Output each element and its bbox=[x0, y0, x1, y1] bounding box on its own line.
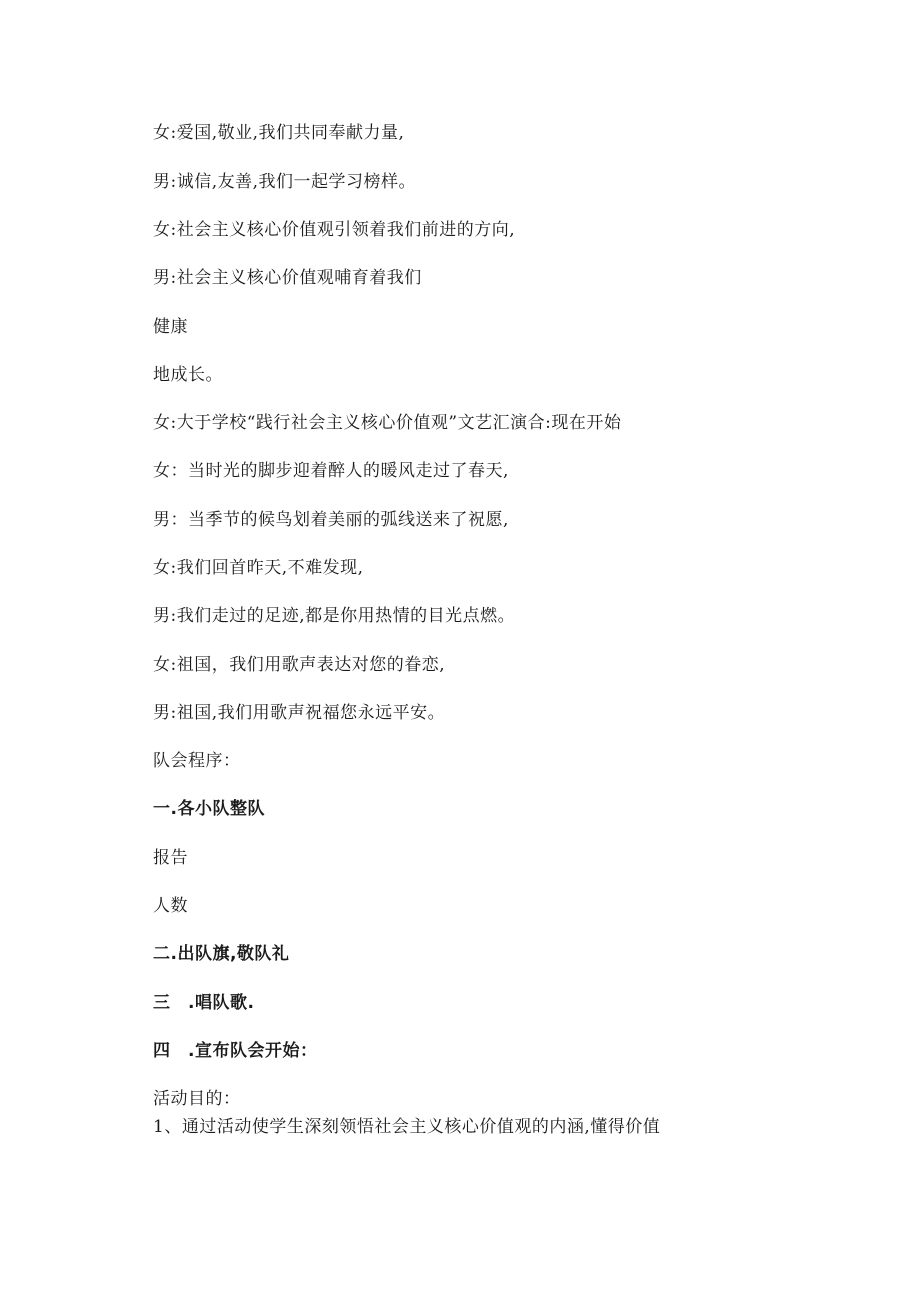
section-heading-program: 队会程序： bbox=[153, 751, 241, 771]
text-line-report: 报告 bbox=[153, 848, 188, 868]
dialogue-line-9: 男：当季节的候鸟划着美丽的弧线送来了祝愿, bbox=[153, 510, 509, 530]
dialogue-line-1: 女:爱国,敬业,我们共同奉献力量, bbox=[153, 123, 405, 143]
dialogue-line-11: 男:我们走过的足迹,都是你用热情的目光点燃。 bbox=[153, 606, 516, 626]
text-line-count: 人数 bbox=[153, 896, 188, 916]
program-step-4: 四 .宣布队会开始： bbox=[153, 1041, 318, 1061]
dialogue-line-13: 男:祖国,我们用歌声祝福您永远平安。 bbox=[153, 703, 446, 723]
dialogue-line-10: 女:我们回首昨天,不难发现, bbox=[153, 558, 364, 578]
program-step-2: 二.出队旗,敬队礼 bbox=[153, 944, 290, 964]
text-line-5: 健康 bbox=[153, 317, 188, 337]
dialogue-line-7: 女:大于学校“践行社会主义核心价值观”文艺汇演合:现在开始 bbox=[153, 413, 622, 433]
program-step-3: 三 .唱队歌. bbox=[153, 993, 255, 1013]
program-step-1: 一.各小队整队 bbox=[153, 799, 265, 819]
text-line-6: 地成长。 bbox=[153, 365, 223, 385]
dialogue-line-4: 男:社会主义核心价值观哺育着我们 bbox=[153, 268, 422, 288]
dialogue-line-3: 女:社会主义核心价值观引领着我们前进的方向, bbox=[153, 220, 516, 240]
section-heading-purpose: 活动目的： bbox=[153, 1089, 241, 1109]
dialogue-line-2: 男:诚信,友善,我们一起学习榜样。 bbox=[153, 172, 417, 192]
dialogue-line-8: 女：当时光的脚步迎着醉人的暖风走过了春天, bbox=[153, 461, 509, 481]
dialogue-line-12: 女:祖国，我们用歌声表达对您的眷恋, bbox=[153, 655, 446, 675]
purpose-item-1: 1、通过活动使学生深刻领悟社会主义核心价值观的内涵,懂得价值 bbox=[153, 1117, 661, 1137]
